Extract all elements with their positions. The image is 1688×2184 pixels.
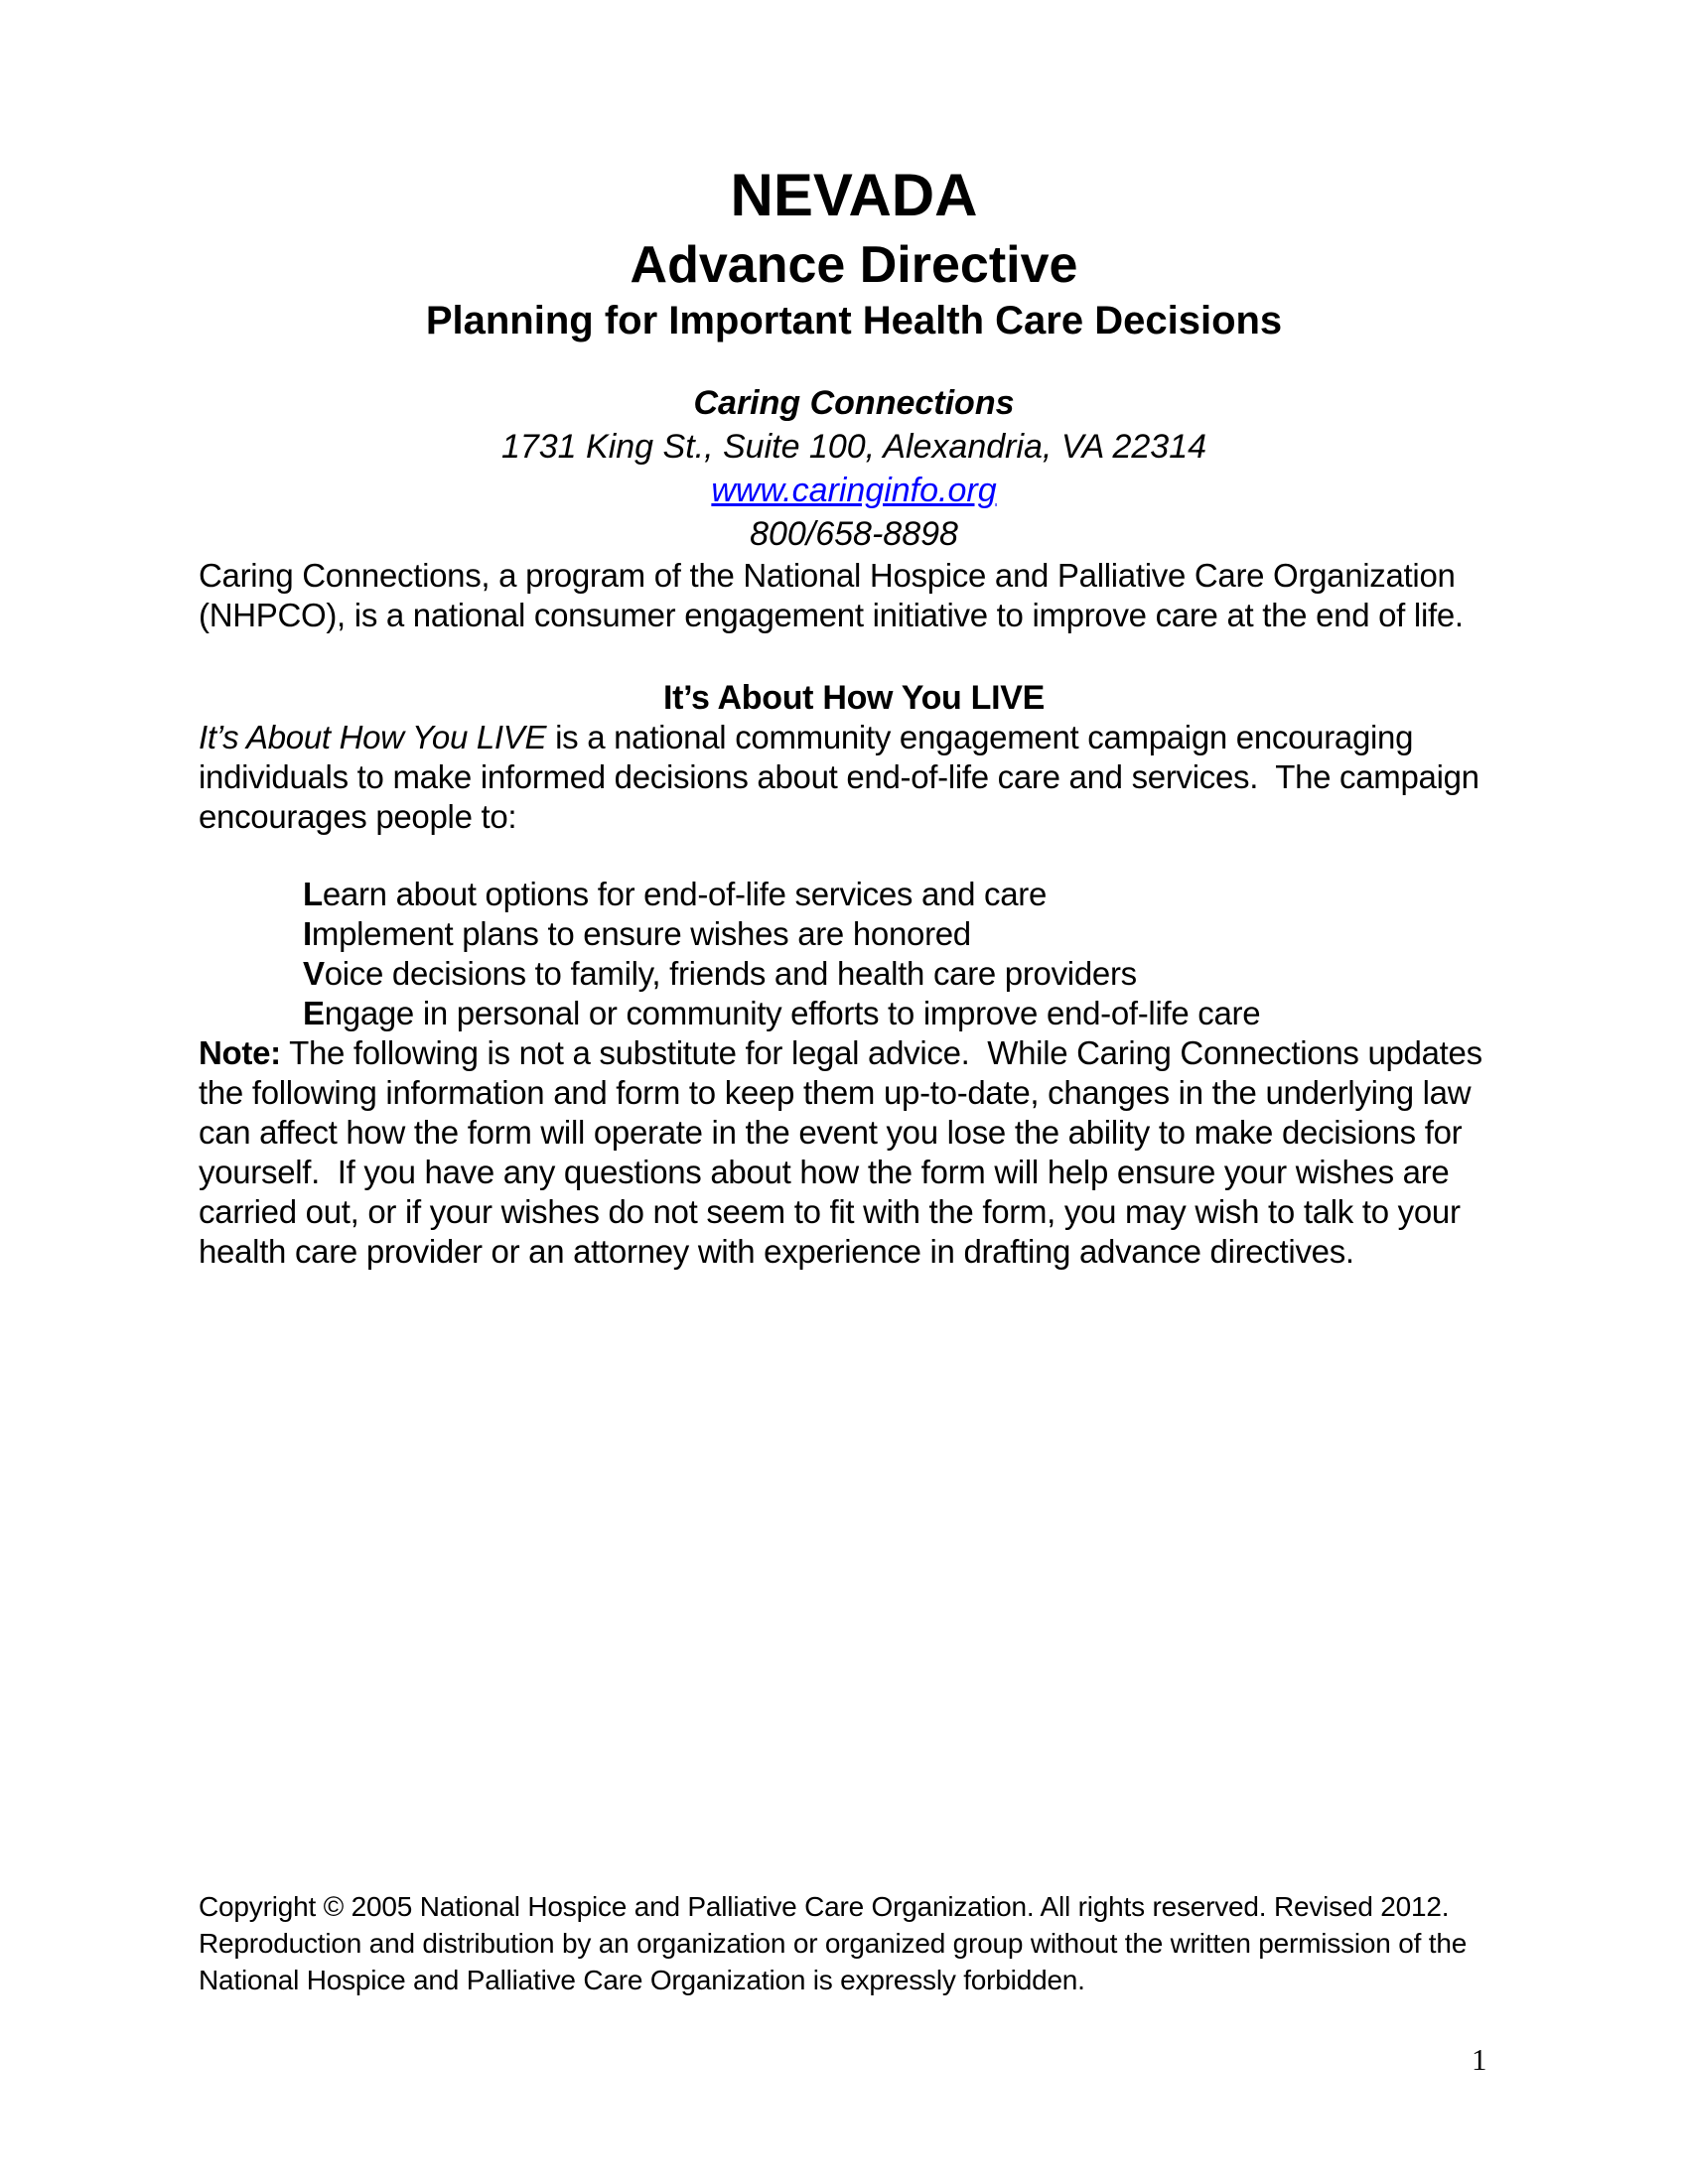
page-number: 1	[1472, 2042, 1487, 2077]
list-item-learn	[303, 875, 1509, 914]
item-text: earn about options for end-of-life services and care	[322, 876, 1048, 912]
document-title: Advance Directive	[630, 236, 1078, 294]
item-initial: L	[303, 876, 323, 912]
note-label: Note:	[199, 1034, 281, 1071]
list-item-implement	[303, 914, 1509, 954]
live-intro-text: is a national community engagement campaign encouraging individuals to make informed decisions about end-of-life care and services. The campaign encourages people to:	[199, 719, 1488, 835]
live-acrostic-list	[303, 875, 1509, 1033]
item-text: oice decisions to family, friends and health care providers	[324, 955, 1137, 992]
intro-paragraph: Caring Connections, a program of the National Hospice and Palliative Care Organization (NHPCO), is a national consumer engagement initiative to improve care at the end of life.	[199, 557, 1465, 633]
live-section-heading: It’s About How You LIVE	[662, 679, 1046, 717]
item-initial: V	[303, 955, 325, 992]
list-item-voice	[303, 954, 1509, 994]
item-initial: I	[303, 915, 312, 952]
org-phone: 800/658-8898	[750, 515, 958, 553]
note-text: The following is not a substitute for legal advice. While Caring Connections updates the following information and form to keep them up-to-date, changes in the underlying law can affect how the form will operate in the event you lose the ability to make decisions for yourself. If you have any questions about how the form will help ensure your wishes are carried out, or if your wishes do not seem to fit with the form, you may wish to talk to your health care provider or an attorney with experience in drafting advance directives.	[199, 1034, 1491, 1270]
item-text: ngage in personal or community efforts to improve end-of-life care	[324, 995, 1261, 1031]
campaign-name-italic: It’s About How You LIVE	[199, 719, 547, 755]
list-item-engage	[303, 994, 1509, 1033]
org-website-line	[199, 469, 1509, 512]
item-text: mplement plans to ensure wishes are honored	[311, 915, 971, 952]
note-paragraph	[199, 1033, 1509, 1272]
website-link[interactable]: www.caringinfo.org	[711, 472, 997, 509]
copyright-text: Copyright © 2005 National Hospice and Palliative Care Organization. All rights reserved. Revised 2012. Reproduction and distribution by an organization or organized group without the written permission of the National Hospice and Palliative Care Organization is expressly forbidden.	[199, 1891, 1475, 1995]
org-address: 1731 King St., Suite 100, Alexandria, VA 22314	[500, 428, 1207, 466]
title-block	[199, 162, 1509, 342]
state-title: NEVADA	[730, 162, 978, 228]
document-subtitle: Planning for Important Health Care Decisions	[425, 299, 1283, 342]
live-intro-paragraph	[199, 718, 1509, 837]
page-content	[199, 0, 1509, 1272]
item-initial: E	[303, 995, 325, 1031]
org-name: Caring Connections	[693, 384, 1015, 422]
org-contact-block	[199, 381, 1509, 556]
